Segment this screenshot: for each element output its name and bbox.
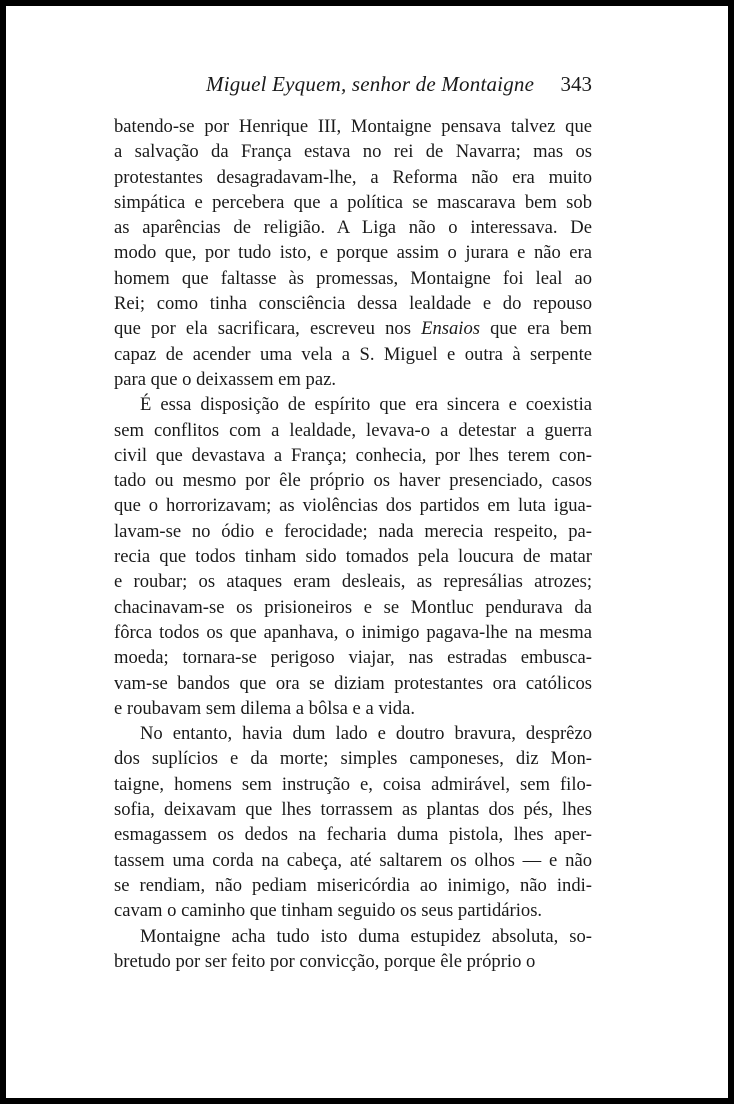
paragraph xyxy=(114,924,592,975)
paragraph xyxy=(114,721,592,923)
page-number: 343 xyxy=(560,72,592,96)
book-page xyxy=(6,6,728,1098)
text-line: batendo-se por Henrique III, Montaigne pensava talvez que xyxy=(114,116,592,137)
running-header xyxy=(114,70,592,100)
body-text xyxy=(114,114,592,974)
text-line: bretudo por ser feito por convicção, porque êle próprio o xyxy=(114,950,536,972)
text-line: fôrca todos os que apanhava, o inimigo pagava-lhe na mesma xyxy=(114,621,592,643)
running-title: Miguel Eyquem, senhor de Montaigne xyxy=(206,72,535,96)
text-line: moeda; tornara-se perigoso viajar, nas estradas embusca- xyxy=(114,647,592,669)
text-line: chacinavam-se os prisioneiros e se Montluc pendurava da xyxy=(114,596,592,618)
text-line: civil que devastava a França; conhecia, por lhes terem con- xyxy=(114,444,592,466)
text-line: sem conflitos com a lealdade, levava-o a detestar a guerra xyxy=(114,419,592,441)
text-line: vam-se bandos que ora se diziam protestantes ora católicos xyxy=(114,672,592,694)
text-line: e roubar; os ataques eram desleais, as represálias atrozes; xyxy=(114,571,592,593)
text-line: lavam-se no ódio e ferocidade; nada merecia respeito, pa- xyxy=(114,520,592,542)
text-line: que por ela sacrificara, escreveu nos Ensaios que era bem xyxy=(114,318,592,340)
text-line: dos suplícios e da morte; simples camponeses, diz Mon- xyxy=(114,748,592,770)
book-title-ensaios: Ensaios xyxy=(421,318,480,340)
text-line: No entanto, havia dum lado e doutro bravura, desprêzo xyxy=(140,723,592,745)
text-line: esmagassem os dedos na fecharia duma pistola, lhes aper- xyxy=(114,824,592,846)
text-line: e roubavam sem dilema a bôlsa e a vida. xyxy=(114,697,416,719)
paragraph xyxy=(114,392,592,721)
text-line: protestantes desagradavam-lhe, a Reforma não era muito xyxy=(114,166,592,188)
text-line: tassem uma corda na cabeça, até saltarem os olhos — e não xyxy=(114,849,592,871)
paragraph xyxy=(114,114,592,392)
text-line: para que o deixassem em paz. xyxy=(114,368,336,390)
text-line: sofia, deixavam que lhes torrassem as plantas dos pés, lhes xyxy=(114,799,592,821)
text-line: que o horrorizavam; as violências dos partidos em luta igua- xyxy=(114,495,592,517)
text-line: modo que, por tudo isto, e porque assim o jurara e não era xyxy=(114,242,592,264)
text-line: tado ou mesmo por êle próprio os haver presenciado, casos xyxy=(114,470,592,492)
text-line: taigne, homens sem instrução e, coisa admirável, sem filo- xyxy=(114,773,592,795)
text-line: simpática e percebera que a política se mascarava bem sob xyxy=(114,191,592,213)
text-line: Rei; como tinha consciência dessa lealdade e do repouso xyxy=(114,293,592,315)
text-line: capaz de acender uma vela a S. Miguel e outra à serpente xyxy=(114,343,592,365)
text-line: as aparências de religião. A Liga não o interessava. De xyxy=(114,217,592,239)
text-line: se rendiam, não pediam misericórdia ao inimigo, não indi- xyxy=(114,874,592,896)
text-line: recia que todos tinham sido tomados pela loucura de matar xyxy=(114,546,592,568)
text-line: homem que faltasse às promessas, Montaigne foi leal ao xyxy=(114,267,592,289)
text-line: a salvação da França estava no rei de Navarra; mas os xyxy=(114,141,592,163)
text-line: Montaigne acha tudo isto duma estupidez absoluta, so- xyxy=(140,925,592,947)
text-line: É essa disposição de espírito que era sincera e coexistia xyxy=(140,394,592,416)
text-line: cavam o caminho que tinham seguido os seus partidários. xyxy=(114,900,543,922)
